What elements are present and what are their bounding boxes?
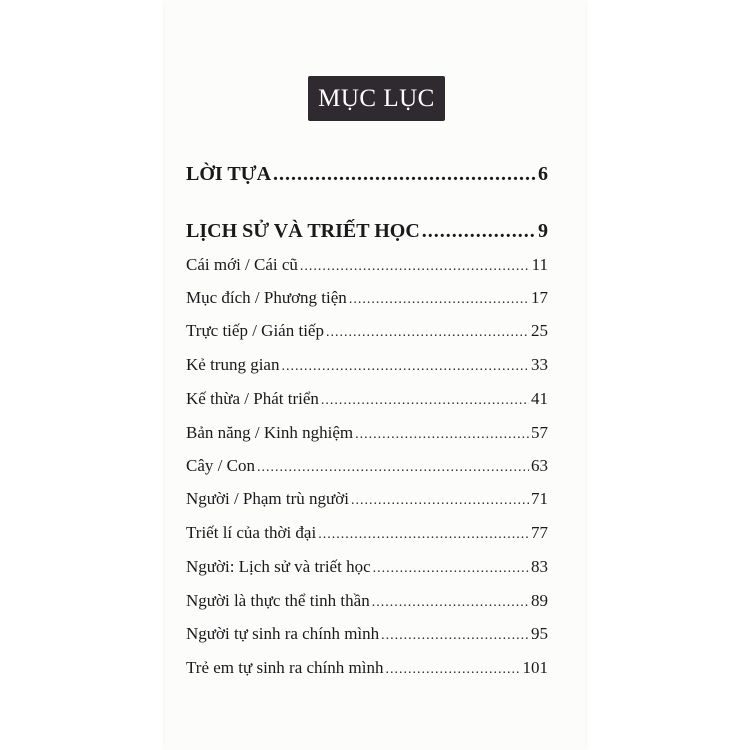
toc-entry-label: LỜI TỰA	[186, 163, 272, 185]
toc-title-text: MỤC LỤC	[318, 84, 435, 112]
toc-entry-page: 77	[531, 523, 548, 542]
toc-leader-dots	[351, 489, 529, 509]
toc-entry	[186, 456, 548, 476]
toc-entry	[186, 163, 548, 186]
toc-leader-dots	[373, 557, 529, 577]
toc-entry-page: 101	[522, 658, 548, 677]
toc-entry-label: Trẻ em tự sinh ra chính mình	[186, 658, 384, 677]
toc-entry	[186, 255, 548, 275]
toc-entry	[186, 220, 548, 243]
toc-entry-page: 6	[538, 163, 548, 185]
toc-leader-dots	[355, 423, 529, 443]
toc-entry-label: Mục đích / Phương tiện	[186, 288, 347, 307]
toc-leader-dots	[349, 288, 529, 308]
toc-leader-dots	[300, 255, 530, 275]
toc-entry-page: 41	[531, 389, 548, 408]
toc-entry-label: Trực tiếp / Gián tiếp	[186, 321, 324, 340]
toc-entry-page: 25	[531, 321, 548, 340]
toc-entry-page: 11	[531, 255, 548, 274]
toc-entry-label: Cây / Con	[186, 456, 255, 475]
toc-leader-dots	[372, 591, 529, 611]
toc-leader-dots	[422, 220, 536, 243]
toc-entry-page: 89	[531, 591, 548, 610]
toc-entry	[186, 658, 548, 678]
toc-entry-page: 83	[531, 557, 548, 576]
toc-leader-dots	[326, 321, 529, 341]
toc-entry	[186, 557, 548, 577]
toc-entry	[186, 389, 548, 409]
toc-entry-label: Kế thừa / Phát triển	[186, 389, 319, 408]
toc-entry-label: Người là thực thể tinh thần	[186, 591, 370, 610]
toc-entry	[186, 523, 548, 543]
toc-entry	[186, 355, 548, 375]
toc-entry-page: 63	[531, 456, 548, 475]
toc-entry-label: Cái mới / Cái cũ	[186, 255, 298, 274]
toc-entry-page: 33	[531, 355, 548, 374]
toc-entry-label: LỊCH SỬ VÀ TRIẾT HỌC	[186, 220, 420, 242]
toc-entry-label: Người: Lịch sử và triết học	[186, 557, 371, 576]
toc-entry-page: 9	[538, 220, 548, 242]
toc-entry-page: 71	[531, 489, 548, 508]
toc-leader-dots	[381, 624, 529, 644]
toc-entry-label: Người / Phạm trù người	[186, 489, 349, 508]
toc-entry-page: 17	[531, 288, 548, 307]
toc-entry-label: Người tự sinh ra chính mình	[186, 624, 380, 643]
toc-leader-dots	[281, 355, 529, 375]
toc-leader-dots	[273, 163, 536, 186]
toc-entry	[186, 423, 548, 443]
toc-entry-label: Bản năng / Kinh nghiệm	[186, 423, 354, 442]
toc-entry-label: Kẻ trung gian	[186, 355, 280, 374]
toc-leader-dots	[321, 389, 529, 409]
toc-entry	[186, 591, 548, 611]
toc-entry	[186, 321, 548, 341]
toc-leader-dots	[385, 658, 520, 678]
toc-entry	[186, 288, 548, 308]
toc-entry-label: Triết lí của thời đại	[186, 523, 317, 542]
toc-title	[308, 76, 445, 121]
toc-leader-dots	[257, 456, 529, 476]
toc-entry	[186, 489, 548, 509]
toc-entry-page: 57	[531, 423, 548, 442]
toc-entry-page: 95	[531, 624, 548, 643]
toc-leader-dots	[318, 523, 529, 543]
toc-entry	[186, 624, 548, 644]
